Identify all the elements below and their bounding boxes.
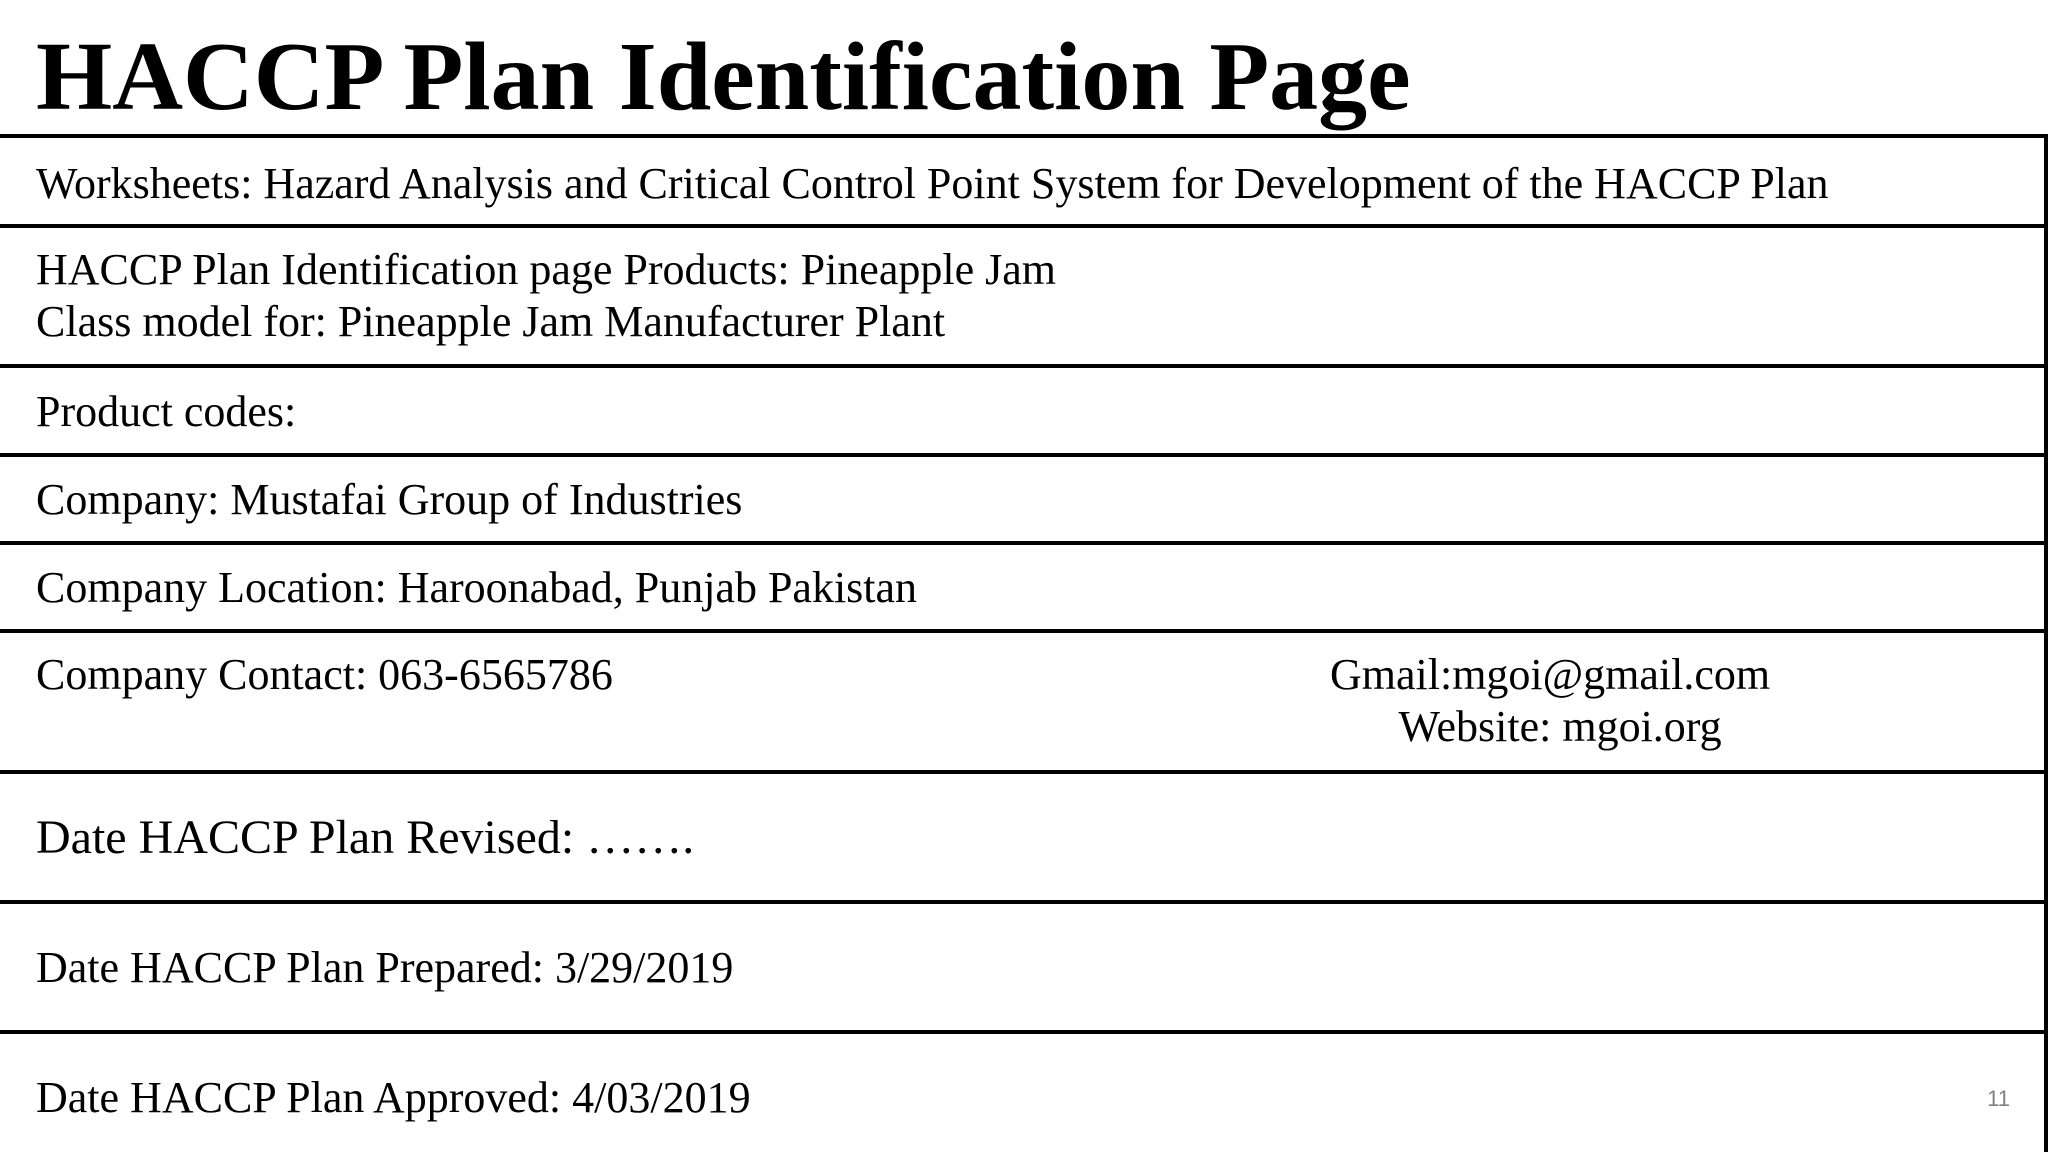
products-line-1: HACCP Plan Identification page Products: Pineapple Jam — [36, 245, 1056, 294]
product-codes-text: Product codes: — [36, 387, 297, 436]
row-worksheets — [0, 134, 2048, 224]
row-revised — [0, 770, 2048, 900]
location-text: Company Location: Haroonabad, Punjab Pakistan — [36, 563, 918, 612]
contact-text: Company Contact: 063-6565786 — [36, 650, 613, 699]
contact-web-block — [1330, 649, 1770, 753]
products-line-2: Class model for: Pineapple Jam Manufacturer Plant — [36, 297, 946, 346]
row-prepared — [0, 900, 2048, 1030]
website-text: Website: mgoi.org — [1398, 702, 1722, 751]
row-contact — [0, 629, 2048, 770]
revised-text: Date HACCP Plan Revised: ……. — [36, 811, 695, 864]
gmail-text: Gmail:mgoi@gmail.com — [1330, 650, 1771, 699]
page-title: HACCP Plan Identification Page — [36, 23, 1411, 131]
row-company — [0, 453, 2048, 541]
row-location — [0, 541, 2048, 629]
page-number: 11 — [1987, 1086, 2010, 1111]
prepared-text: Date HACCP Plan Prepared: 3/29/2019 — [36, 943, 734, 992]
row-approved — [0, 1030, 2048, 1152]
company-text: Company: Mustafai Group of Industries — [36, 475, 743, 524]
row-products — [0, 224, 2048, 364]
approved-text: Date HACCP Plan Approved: 4/03/2019 — [36, 1073, 751, 1122]
row-product-codes — [0, 364, 2048, 453]
worksheets-text: Worksheets: Hazard Analysis and Critical Control Point System for Development of the HACCP Plan — [36, 159, 1829, 208]
